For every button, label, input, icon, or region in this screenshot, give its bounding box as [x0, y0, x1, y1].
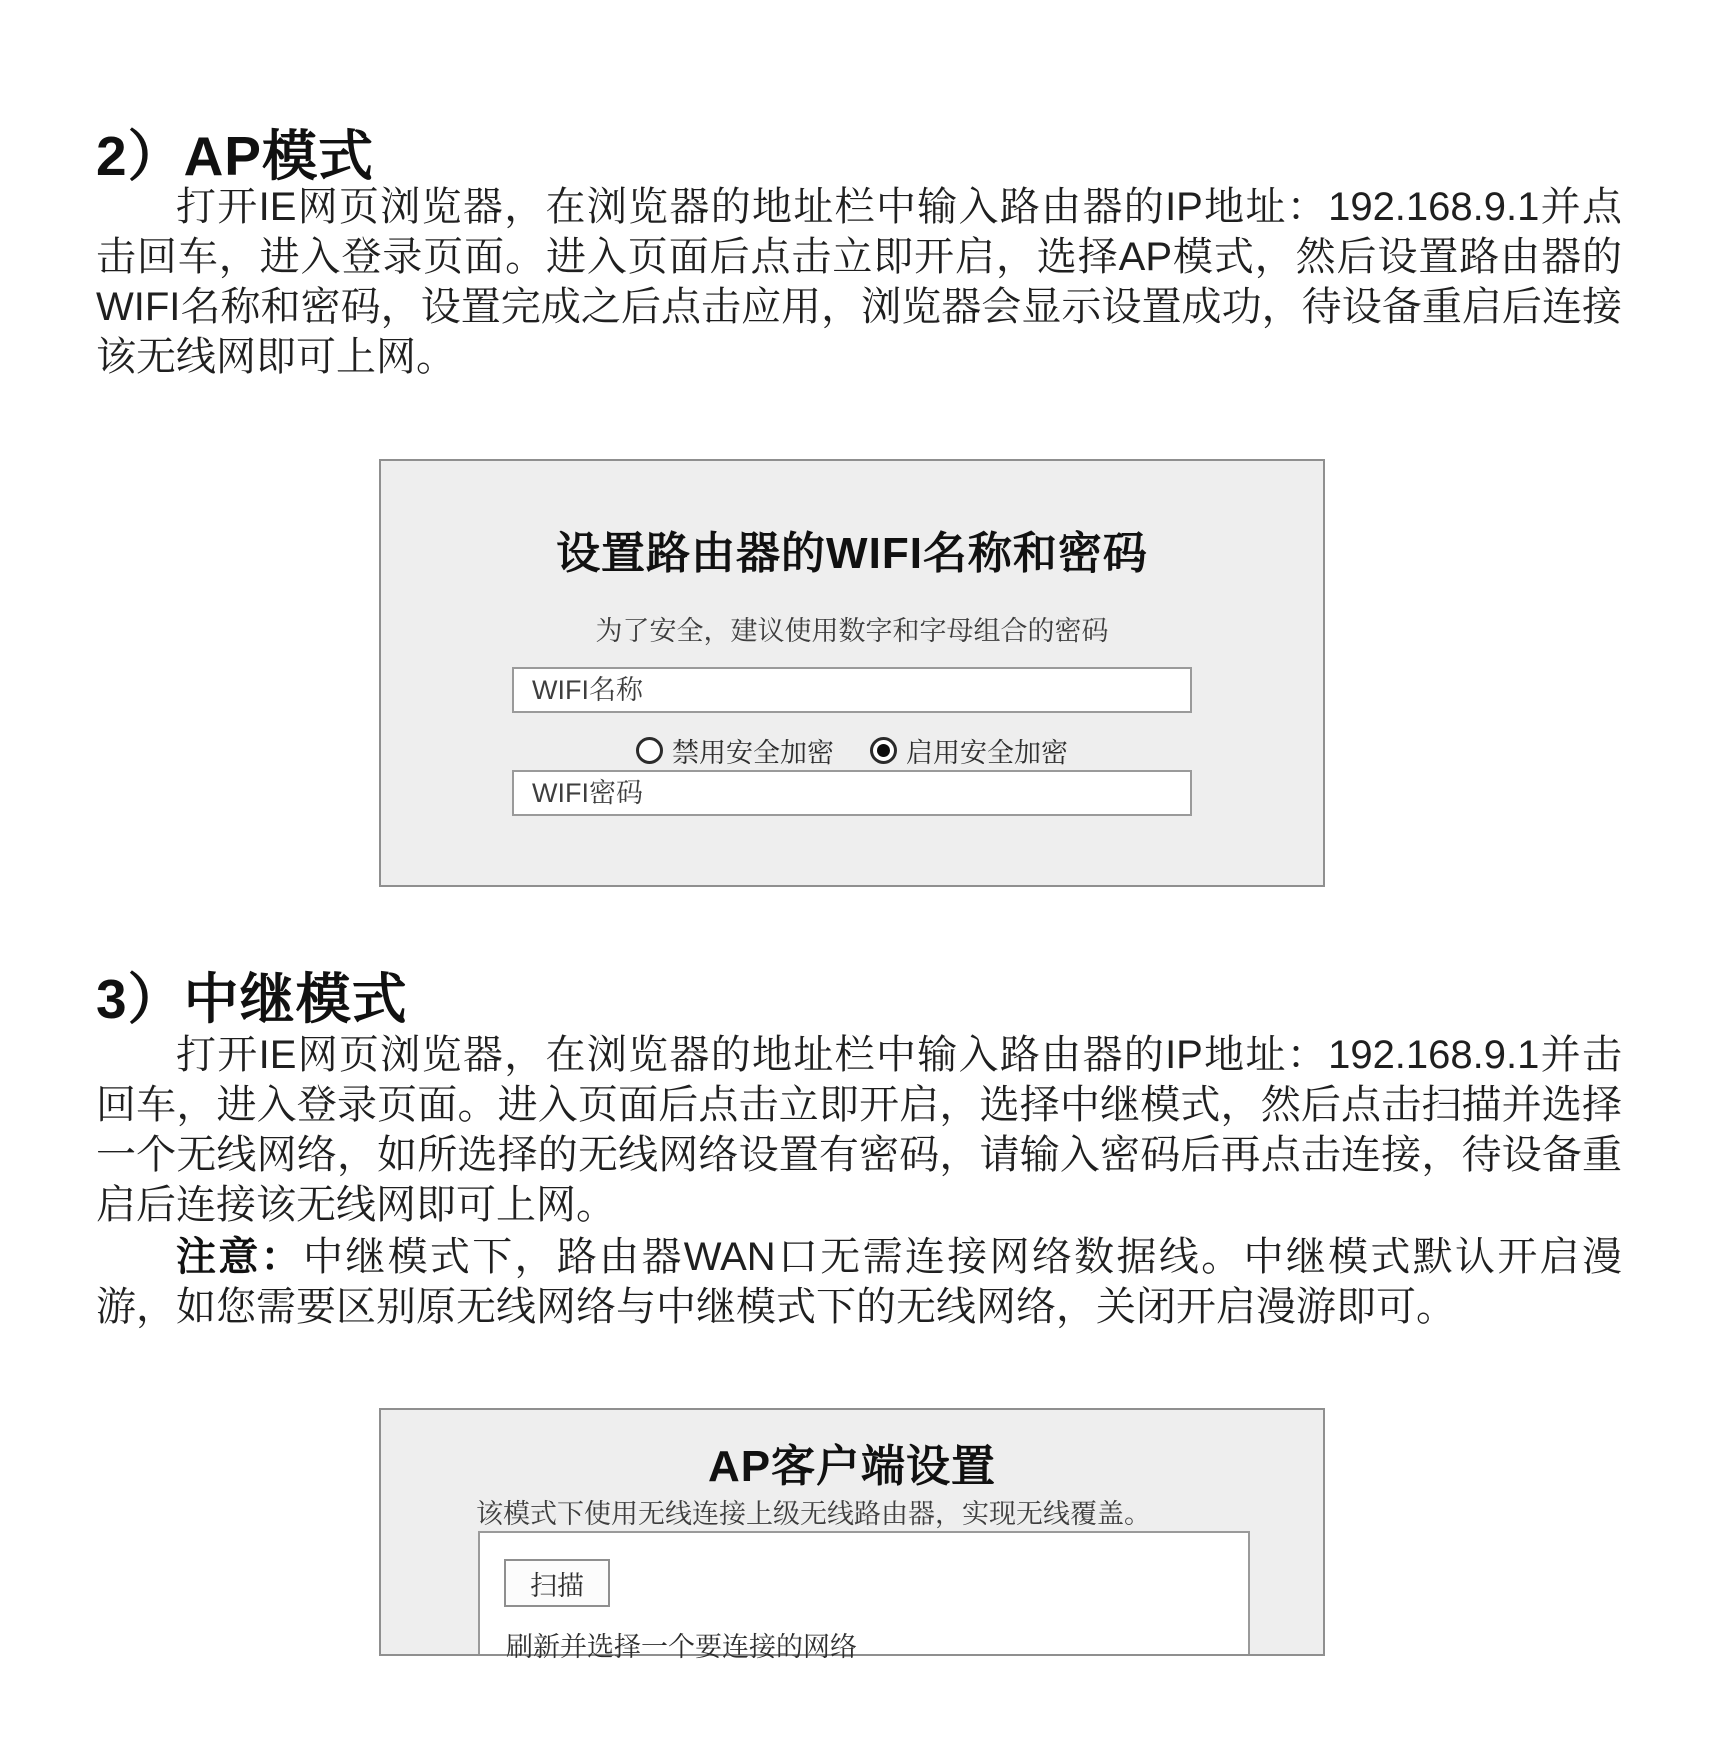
disable-encryption-label: 禁用安全加密 — [672, 738, 834, 768]
repeater-mode-note — [96, 1232, 1622, 1332]
disable-encryption-radio[interactable] — [636, 731, 834, 770]
ap-client-panel-subtitle: 该模式下使用无线连接上级无线路由器，实现无线覆盖。 — [476, 1499, 1151, 1529]
radio-selected-icon — [870, 737, 897, 764]
wifi-name-input[interactable] — [512, 667, 1192, 713]
enable-encryption-label: 启用安全加密 — [906, 738, 1068, 768]
section-repeater-mode-paragraph: 打开IE网页浏览器，在浏览器的地址栏中输入路由器的IP地址：192.168.9.1并击回车，进入登录页面。进入页面后点击立即开启，选择中继模式，然后点击扫描并选择一个无线网络，如所选择的无线网络设置有密码，请输入密码后再点击连接，待设备重启后连接该无线网即可上网。 — [96, 1033, 1622, 1227]
wifi-setup-panel — [379, 459, 1325, 887]
ap-client-panel-title: AP客户端设置 — [707, 1442, 997, 1491]
note-body: 中继模式下，路由器WAN口无需连接网络数据线。中继模式默认开启漫游，如您需要区别原无线网络与中继模式下的无线网络，关闭开启漫游即可。 — [96, 1235, 1622, 1329]
note-label: 注意： — [176, 1235, 303, 1279]
network-list-panel — [478, 1531, 1250, 1662]
scan-button[interactable]: 扫描 — [504, 1559, 610, 1607]
ap-client-setup-panel — [379, 1408, 1325, 1662]
encryption-radio-group — [381, 731, 1323, 770]
enable-encryption-radio[interactable] — [870, 731, 1068, 770]
section-ap-mode-paragraph: 打开IE网页浏览器，在浏览器的地址栏中输入路由器的IP地址：192.168.9.1并点击回车，进入登录页面。进入页面后点击立即开启，选择AP模式，然后设置路由器的WIFI名称和密码，设置完成之后点击应用，浏览器会显示设置成功，待设备重启后连接该无线网即可上网。 — [96, 185, 1622, 379]
refresh-hint-text: 刷新并选择一个要连接的网络 — [506, 1632, 857, 1662]
wifi-panel-title: 设置路由器的WIFI名称和密码 — [556, 529, 1148, 578]
wifi-panel-subtitle: 为了安全，建议使用数字和字母组合的密码 — [595, 616, 1109, 646]
radio-unselected-icon — [636, 737, 663, 764]
section-repeater-mode-heading: 3）中继模式 — [96, 968, 408, 1030]
wifi-password-input[interactable] — [512, 770, 1192, 816]
section-ap-mode-heading: 2）AP模式 — [96, 125, 374, 187]
